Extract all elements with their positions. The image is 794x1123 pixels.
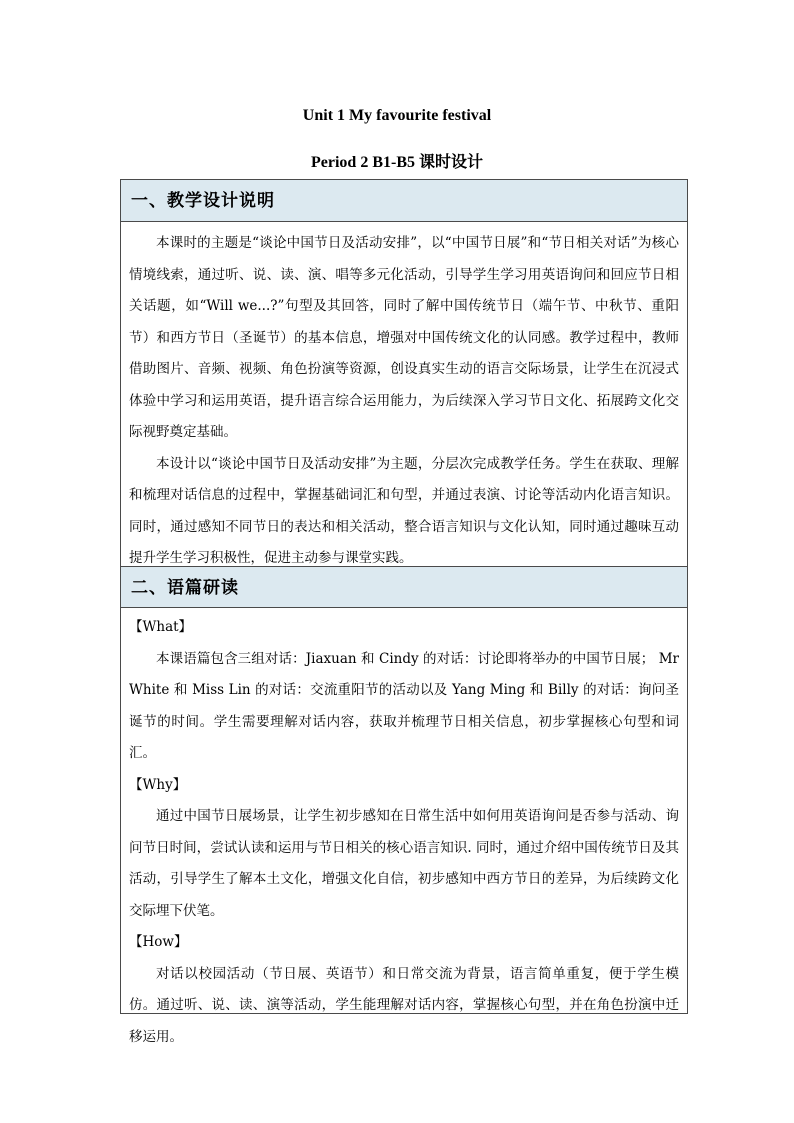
document-title: Unit 1 My favourite festival — [302, 107, 492, 124]
how-label: 【How】 — [129, 934, 188, 950]
how-paragraph: 对话以校园活动（节日展、英语节）和日常交流为背景，语言简单重复，便于学生模仿。通过听、说、读、演等活动，学生能理解对话内容，掌握核心句型，并在角色扮演中迁移运用。 — [129, 965, 679, 1045]
design-paragraph-2: 本设计以“谈论中国节日及活动安排”为主题，分层次完成教学任务。学生在获取、理解和梳理对话信息的过程中，掌握基础词汇和句型，并通过表演、讨论等活动内化语言知识。同时，通过感知不同节日的表达和相关活动，整合语言知识与文化认知，同时通过趣味互动提升学生学习积极性，促进主动参与课堂实践。 — [129, 455, 679, 566]
section-heading-text-analysis: 二、语篇研读 — [121, 566, 687, 608]
section-body-text-analysis — [121, 608, 687, 1045]
document-subtitle: Period 2 B1-B5 课时设计 — [311, 154, 483, 171]
why-label: 【Why】 — [129, 776, 187, 793]
what-paragraph: 本课语篇包含三组对话：Jiaxuan 和 Cindy 的对话：讨论即将举办的中国节日展； Mr White 和 Miss Lin 的对话：交流重阳节的活动以及 Yang Ming 和 Billy 的对话：询问圣诞节的时间。学生需要理解对话内容，获取并梳理节日相关信息，初步掌握核心句型和词汇。 — [129, 650, 679, 761]
design-paragraph-1: 本课时的主题是“谈论中国节日及活动安排”，以“中国节日展”和“节日相关对话”为核心情境线索，通过听、说、读、演、唱等多元化活动，引导学生学习用英语询问和回应节日相关话题，如“Will we...?”句型及其回答，同时了解中国传统节日（端午节、中秋节、重阳节）和西方节日（圣诞节）的基本信息，增强对中国传统文化的认同感。教学过程中，教师借助图片、音频、视频、角色扮演等资源，创设真实生动的语言交际场景，让学生在沉浸式体验中学习和运用英语，提升语言综合运用能力，为后续深入学习节日文化、拓展跨文化交际视野奠定基础。 — [129, 235, 679, 440]
what-label: 【What】 — [129, 619, 193, 635]
section-heading-design-notes: 一、教学设计说明 — [121, 180, 687, 222]
why-paragraph: 通过中国节日展场景，让学生初步感知在日常生活中如何用英语询问是否参与活动、询问节日时间，尝试认读和运用与节日相关的核心语言知识. 同时，通过介绍中国传统节日及其活动，引导学生了解本土文化，增强文化自信，初步感知中西方节日的差异，为后续跨文化交际埋下伏笔。 — [129, 808, 679, 919]
lesson-design-table — [120, 179, 688, 1045]
section-body-design-notes — [121, 222, 687, 566]
